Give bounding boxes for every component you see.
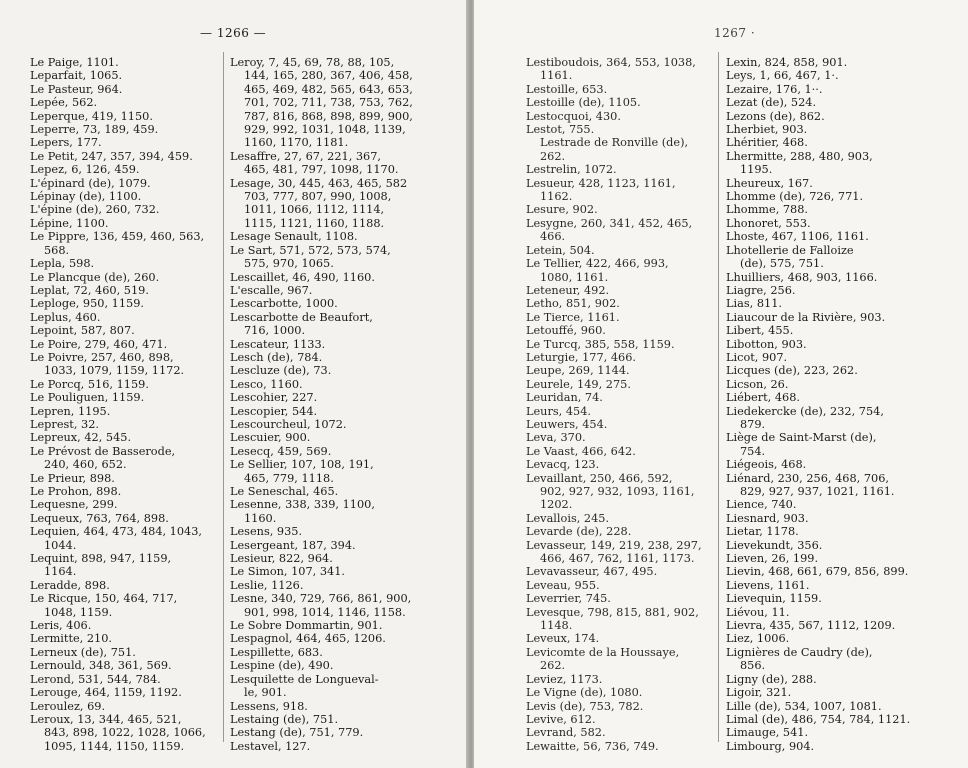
index-entry: Lesquilette de Longueval- (230, 672, 379, 686)
index-entry: Leys, 1, 66, 467, 1·. (726, 69, 839, 83)
index-entry-continuation: 1011, 1066, 1112, 1114, (244, 203, 385, 217)
index-entry-continuation: 879. (740, 417, 766, 431)
index-entry: Lherbiet, 903. (726, 123, 808, 137)
index-entry: Lerouge, 464, 1159, 1192. (30, 686, 182, 700)
index-entry: Leroux, 13, 344, 465, 521, (30, 712, 182, 726)
index-entry: Le Poire, 279, 460, 471. (30, 337, 168, 351)
index-entry: Limauge, 541. (726, 726, 809, 740)
index-entry-continuation: 1161. (540, 69, 573, 83)
index-entry: Lietar, 1178. (726, 525, 799, 539)
index-entry: Lestrelin, 1072. (526, 163, 617, 177)
index-entry: Leslie, 1126. (230, 578, 304, 592)
right-page (474, 0, 968, 768)
index-entry: Le Pouliguen, 1159. (30, 391, 145, 405)
index-entry: Levasseur, 149, 219, 238, 297, (526, 538, 702, 552)
index-entry: Lescopier, 544. (230, 404, 318, 418)
index-entry-continuation: 703, 777, 807, 990, 1008, (244, 190, 392, 204)
index-entry: Le Prohon, 898. (30, 485, 122, 498)
index-entry: Letouffé, 960. (526, 324, 606, 338)
index-entry: Lestoille (de), 1105. (526, 96, 641, 110)
index-entry: Le Sellier, 107, 108, 191, (230, 458, 374, 472)
index-entry-continuation: 1164. (44, 565, 77, 579)
index-entry: Lequien, 464, 473, 484, 1043, (30, 525, 203, 539)
index-entry: Leurs, 454. (526, 404, 591, 418)
index-entry: Leris, 406. (30, 619, 92, 633)
index-entry: Lievens, 1161. (726, 578, 810, 592)
index-entry: Lespine (de), 490. (230, 659, 334, 673)
index-entry: Lesage Senault, 1108. (230, 230, 358, 244)
index-entry: Levaillant, 250, 466, 592, (526, 471, 673, 485)
page-number-left: — 1266 — (200, 26, 267, 40)
index-entry: Lignières de Caudry (de), (726, 645, 873, 659)
index-entry: Lesure, 902. (526, 203, 598, 217)
index-entry: Leverrier, 745. (526, 592, 611, 606)
index-entry-continuation: 1162. (540, 190, 573, 204)
index-entry: Leteneur, 492. (526, 283, 610, 297)
index-entry: Lessens, 918. (230, 699, 308, 713)
index-entry: Le Tierce, 1161. (526, 310, 620, 324)
index-entry: Lerond, 531, 544, 784. (30, 672, 161, 686)
index-entry: Leparfait, 1065. (30, 69, 123, 83)
index-entry: Liégeois, 468. (726, 458, 807, 472)
index-entry: Lequeux, 763, 764, 898. (30, 511, 169, 525)
index-entry: Lesens, 935. (230, 525, 303, 539)
index-entry-continuation: le, 901. (244, 686, 287, 700)
index-entry-continuation: 856. (740, 659, 766, 673)
index-entry: Limal (de), 486, 754, 784, 1121. (726, 712, 911, 726)
index-entry: Le Prévost de Basserode, (30, 444, 176, 458)
index-entry: Lievequin, 1159. (726, 592, 822, 606)
index-entry-continuation: 465, 779, 1118. (244, 471, 334, 485)
index-entry: Le Sart, 571, 572, 573, 574, (230, 243, 391, 257)
index-entry: Lhermitte, 288, 480, 903, (726, 149, 873, 163)
index-entry: Lezons (de), 862. (726, 109, 825, 123)
index-entry: Lhotellerie de Falloize (726, 243, 854, 257)
index-entry: Le Vigne (de), 1080. (526, 686, 643, 700)
index-column-4 (726, 56, 964, 753)
index-entry: Lepée, 562. (30, 96, 98, 110)
index-column-2 (230, 56, 460, 753)
index-entry: Lestang (de), 751, 779. (230, 726, 364, 740)
index-entry: Lepoint, 587, 807. (30, 324, 135, 338)
index-entry: Levicomte de la Houssaye, (526, 645, 680, 659)
index-entry: Lesueur, 428, 1123, 1161, (526, 176, 676, 190)
index-entry-continuation: 1160, 1170, 1181. (244, 136, 349, 150)
index-entry: Leplus, 460. (30, 310, 101, 324)
index-entry: Liagre, 256. (726, 283, 796, 297)
index-entry: Lepez, 6, 126, 459. (30, 163, 140, 177)
index-entry-continuation: 1115, 1121, 1160, 1188. (244, 216, 385, 230)
index-entry: Lestiboudois, 364, 553, 1038, (526, 56, 696, 69)
index-entry-continuation: 575, 970, 1065. (244, 257, 334, 271)
index-entry: Lesenne, 338, 339, 1100, (230, 498, 375, 512)
index-entry: Leturgie, 177, 466. (526, 350, 637, 364)
index-entry: Lesygne, 260, 341, 452, 465, (526, 216, 693, 230)
index-entry: Limbourg, 904. (726, 739, 815, 753)
index-entry: Lescourcheul, 1072. (230, 417, 347, 431)
index-entry: Leperre, 73, 189, 459. (30, 123, 159, 137)
index-entry: Levive, 612. (526, 712, 596, 726)
index-entry-continuation: 902, 927, 932, 1093, 1161, (540, 485, 695, 498)
index-entry-continuation: 1048, 1159. (44, 605, 113, 619)
index-entry: Le Sobre Dommartin, 901. (230, 619, 383, 633)
left-page (0, 0, 468, 768)
index-entry: Liesnard, 903. (726, 511, 809, 525)
index-entry: Leprest, 32. (30, 417, 99, 431)
index-entry: Lhéritier, 468. (726, 136, 808, 150)
index-entry-continuation: 465, 481, 797, 1098, 1170. (244, 163, 399, 177)
index-entry: Levrand, 582. (526, 726, 606, 740)
index-entry-continuation: Lestrade de Ronville (de), (540, 136, 689, 150)
index-entry: Lievin, 468, 661, 679, 856, 899. (726, 565, 909, 579)
index-entry: Le Prieur, 898. (30, 471, 115, 485)
index-column-3 (526, 56, 736, 753)
index-entry: L'épinard (de), 1079. (30, 176, 151, 190)
index-entry: Leroulez, 69. (30, 699, 106, 713)
index-entry: Leveau, 955. (526, 578, 600, 592)
index-entry-continuation: 843, 898, 1022, 1028, 1066, (44, 726, 206, 740)
index-entry: Lepreux, 42, 545. (30, 431, 132, 445)
index-entry: Le Tellier, 422, 466, 993, (526, 257, 669, 271)
index-entry: Lermitte, 210. (30, 632, 113, 646)
index-entry-continuation: 929, 992, 1031, 1048, 1139, (244, 123, 406, 137)
index-entry: Leva, 370. (526, 431, 586, 445)
index-entry: Liaucour de la Rivière, 903. (726, 310, 886, 324)
index-entry: Lesecq, 459, 569. (230, 444, 332, 458)
index-entry: Lhuilliers, 468, 903, 1166. (726, 270, 878, 284)
index-entry: Le Paige, 1101. (30, 56, 119, 69)
index-entry-continuation: 1080, 1161. (540, 270, 609, 284)
index-entry: Lhoste, 467, 1106, 1161. (726, 230, 869, 244)
index-entry: Lepla, 598. (30, 257, 95, 271)
page-number-right: 1267 · (714, 26, 756, 40)
index-entry-continuation: 1033, 1079, 1159, 1172. (44, 364, 185, 378)
index-entry: Lescohier, 227. (230, 391, 318, 405)
index-entry: Liez, 1006. (726, 632, 790, 646)
index-entry: Libotton, 903. (726, 337, 807, 351)
index-entry: Leveux, 174. (526, 632, 600, 646)
index-entry: Lhomme (de), 726, 771. (726, 190, 864, 204)
index-entry: Le Ricque, 150, 464, 717, (30, 592, 178, 606)
index-entry: Lequesne, 299. (30, 498, 118, 512)
index-entry-continuation: 716, 1000. (244, 324, 306, 338)
index-entry-continuation: 754. (740, 444, 766, 458)
index-entry: Lescaillet, 46, 490, 1160. (230, 270, 375, 284)
index-entry: Leurele, 149, 275. (526, 377, 631, 391)
index-entry-continuation: 568. (44, 243, 70, 257)
index-column-1 (30, 56, 215, 753)
index-entry-continuation: 787, 816, 868, 898, 899, 900, (244, 109, 413, 123)
index-entry-continuation: 466. (540, 230, 566, 244)
index-entry: Lestavel, 127. (230, 739, 311, 753)
index-entry-continuation: 1044. (44, 538, 77, 552)
index-entry: Letho, 851, 902. (526, 297, 620, 311)
index-entry: Lesage, 30, 445, 463, 465, 582 (230, 176, 408, 190)
index-entry: Leplat, 72, 460, 519. (30, 283, 149, 297)
index-entry: L'épine (de), 260, 732. (30, 203, 160, 217)
index-entry: Liébert, 468. (726, 391, 800, 405)
index-entry: Lheureux, 167. (726, 176, 813, 190)
index-entry: Leupe, 269, 1144. (526, 364, 630, 378)
index-entry: Levis (de), 753, 782. (526, 699, 644, 713)
index-entry: Leuwers, 454. (526, 417, 608, 431)
index-entry-continuation: 701, 702, 711, 738, 753, 762, (244, 96, 413, 110)
index-entry: Lestot, 755. (526, 123, 595, 137)
index-entry: Lievekundt, 356. (726, 538, 823, 552)
index-entry: Lexin, 824, 858, 901. (726, 56, 848, 69)
index-entry: Le Porcq, 516, 1159. (30, 377, 149, 391)
index-entry: Le Pasteur, 964. (30, 82, 123, 96)
index-entry: Le Vaast, 466, 642. (526, 444, 636, 458)
index-entry: Leroy, 7, 45, 69, 78, 88, 105, (230, 56, 395, 69)
index-entry-continuation: 240, 460, 652. (44, 458, 127, 472)
index-entry-continuation: 1195. (740, 163, 773, 177)
index-entry: Lesch (de), 784. (230, 350, 323, 364)
index-entry: Lhonoret, 553. (726, 216, 811, 230)
index-entry: Ligoir, 321. (726, 686, 792, 700)
index-entry: Levarde (de), 228. (526, 525, 632, 539)
index-entry-continuation: 1095, 1144, 1150, 1159. (44, 739, 185, 753)
index-entry: Lépinay (de), 1100. (30, 190, 142, 204)
index-entry: Levavasseur, 467, 495. (526, 565, 658, 579)
index-entry: Lespillette, 683. (230, 645, 323, 659)
index-entry: Lias, 811. (726, 297, 782, 311)
index-entry: Lesergeant, 187, 394. (230, 538, 356, 552)
index-entry: Lerneux (de), 751. (30, 645, 136, 659)
index-entry: Levesque, 798, 815, 881, 902, (526, 605, 699, 619)
index-entry: Lesne, 340, 729, 766, 861, 900, (230, 592, 412, 606)
index-entry: Levacq, 123. (526, 458, 600, 472)
index-entry: Licot, 907. (726, 350, 788, 364)
index-entry: Lescateur, 1133. (230, 337, 326, 351)
index-entry-continuation: 1160. (244, 511, 277, 525)
index-entry: Liévou, 11. (726, 605, 790, 619)
index-entry: L'escalle, 967. (230, 283, 313, 297)
index-entry: Lieven, 26, 199. (726, 552, 819, 566)
index-entry: Leperque, 419, 1150. (30, 109, 153, 123)
index-entry: Lhomme, 788. (726, 203, 809, 217)
index-entry: Leviez, 1173. (526, 672, 603, 686)
index-entry: Lievra, 435, 567, 1112, 1209. (726, 619, 896, 633)
index-entry: Letein, 504. (526, 243, 595, 257)
index-entry: Lepers, 177. (30, 136, 102, 150)
index-entry: Le Simon, 107, 341. (230, 565, 345, 579)
index-entry: Lewaitte, 56, 736, 749. (526, 739, 659, 753)
index-entry: Leuridan, 74. (526, 391, 603, 405)
index-entry: Le Pippre, 136, 459, 460, 563, (30, 230, 205, 244)
index-entry: Lescarbotte de Beaufort, (230, 310, 373, 324)
index-entry: Le Turcq, 385, 558, 1159. (526, 337, 675, 351)
index-entry: Lesaffre, 27, 67, 221, 367, (230, 149, 382, 163)
index-entry: Lestoille, 653. (526, 82, 608, 96)
index-entry-continuation: 901, 998, 1014, 1146, 1158. (244, 605, 406, 619)
index-entry: Lille (de), 534, 1007, 1081. (726, 699, 882, 713)
index-entry: Lespagnol, 464, 465, 1206. (230, 632, 386, 646)
index-entry: Levallois, 245. (526, 511, 610, 525)
index-entry: Liège de Saint-Marst (de), (726, 431, 877, 445)
index-entry-continuation: 262. (540, 149, 566, 163)
index-entry: Lequint, 898, 947, 1159, (30, 552, 172, 566)
index-entry: Ligny (de), 288. (726, 672, 817, 686)
index-entry: Lescarbotte, 1000. (230, 297, 338, 311)
column-divider (223, 52, 224, 742)
index-entry: Leploge, 950, 1159. (30, 297, 145, 311)
index-entry: Lescluze (de), 73. (230, 364, 332, 378)
index-entry: Le Poivre, 257, 460, 898, (30, 350, 174, 364)
index-entry: Liénard, 230, 256, 468, 706, (726, 471, 890, 485)
index-entry: Lescuier, 900. (230, 431, 311, 445)
index-entry: Le Petit, 247, 357, 394, 459. (30, 149, 193, 163)
index-entry: Lience, 740. (726, 498, 797, 512)
index-entry: Lesieur, 822, 964. (230, 552, 333, 566)
index-entry: Lestaing (de), 751. (230, 712, 339, 726)
index-entry-continuation: 465, 469, 482, 565, 643, 653, (244, 82, 413, 96)
index-entry: Licson, 26. (726, 377, 789, 391)
index-entry-continuation: 262. (540, 659, 566, 673)
index-entry: Lernould, 348, 361, 569. (30, 659, 172, 673)
index-entry: Liedekercke (de), 232, 754, (726, 404, 884, 418)
index-entry-continuation: 1148. (540, 619, 573, 633)
index-entry: Lezaire, 176, 1··. (726, 82, 823, 96)
index-entry: Lepren, 1195. (30, 404, 111, 418)
index-entry: Lezat (de), 524. (726, 96, 817, 110)
index-entry-continuation: (de), 575, 751. (740, 257, 824, 271)
index-entry: Leradde, 898. (30, 578, 110, 592)
index-entry: Lestocquoi, 430. (526, 109, 621, 123)
index-entry-continuation: 829, 927, 937, 1021, 1161. (740, 485, 895, 498)
index-entry: Lépine, 1100. (30, 216, 109, 230)
index-entry-continuation: 1202. (540, 498, 573, 512)
index-entry-continuation: 144, 165, 280, 367, 406, 458, (244, 69, 413, 83)
index-entry: Lesco, 1160. (230, 377, 303, 391)
index-entry: Le Plancque (de), 260. (30, 270, 160, 284)
index-entry: Le Seneschal, 465. (230, 485, 339, 498)
index-entry-continuation: 466, 467, 762, 1161, 1173. (540, 552, 695, 566)
index-entry: Licques (de), 223, 262. (726, 364, 858, 378)
index-entry: Libert, 455. (726, 324, 794, 338)
